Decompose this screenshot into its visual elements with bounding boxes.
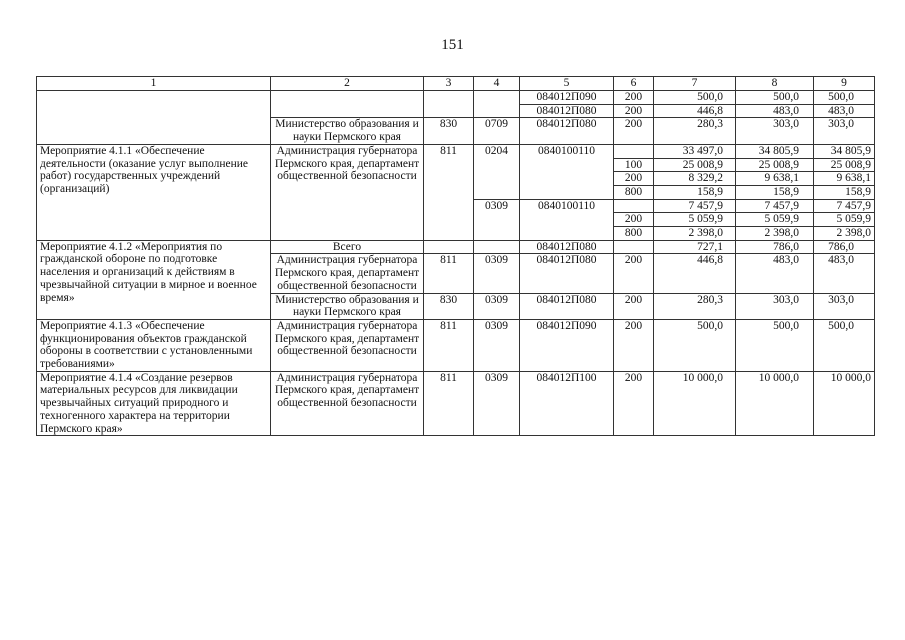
value-cell: 2 398,0 — [654, 227, 736, 241]
value-cell: 7 457,9 — [654, 199, 736, 213]
value-cell: 500,0 — [736, 91, 814, 105]
csr-cell: 084012П080 — [520, 118, 614, 144]
header-cell: 1 — [37, 77, 271, 91]
value-cell: 25 008,9 — [814, 158, 875, 172]
measure-cell — [37, 91, 271, 145]
value-cell: 500,0 — [814, 319, 875, 371]
value-cell: 446,8 — [654, 254, 736, 293]
grbs-cell: 811 — [424, 144, 474, 240]
value-cell: 483,0 — [814, 104, 875, 118]
value-cell: 34 805,9 — [814, 144, 875, 158]
value-cell: 500,0 — [814, 91, 875, 105]
value-cell: 7 457,9 — [814, 199, 875, 213]
value-cell: 483,0 — [736, 104, 814, 118]
org-cell — [271, 91, 424, 118]
vr-cell — [614, 240, 654, 254]
grbs-cell — [424, 240, 474, 254]
measure-name: Мероприятие 4.1.2 «Мероприятия по гражданской обороне по подготовке населения и организаций к действиям в чрезвычайной ситуации в мирное и военное время» — [37, 240, 271, 319]
value-cell: 303,0 — [736, 293, 814, 319]
vr-cell: 200 — [614, 104, 654, 118]
org-cell: Администрация губернатора Пермского края, департамент общественной безопасности — [271, 254, 424, 293]
value-cell: 2 398,0 — [736, 227, 814, 241]
value-cell: 33 497,0 — [654, 144, 736, 158]
rzpr-cell — [474, 91, 520, 118]
grbs-cell — [424, 91, 474, 118]
org-cell: Министерство образования и науки Пермского края — [271, 293, 424, 319]
header-cell: 4 — [474, 77, 520, 91]
org-cell: Министерство образования и науки Пермского края — [271, 118, 424, 144]
vr-cell — [614, 199, 654, 213]
value-cell: 303,0 — [814, 293, 875, 319]
value-cell: 10 000,0 — [736, 371, 814, 436]
value-cell: 786,0 — [814, 240, 875, 254]
rzpr-cell: 0309 — [474, 254, 520, 293]
vr-cell: 800 — [614, 227, 654, 241]
measure-name: Мероприятие 4.1.4 «Создание резервов материальных ресурсов для ликвидации чрезвычайных ситуаций природного и техногенного характера на территории Пермского края» — [37, 371, 271, 436]
header-cell: 8 — [736, 77, 814, 91]
org-cell: Администрация губернатора Пермского края, департамент общественной безопасности — [271, 371, 424, 436]
vr-cell: 200 — [614, 91, 654, 105]
measure-name: Мероприятие 4.1.3 «Обеспечение функционирования объектов гражданской обороны в соответствии с установленными требованиями» — [37, 319, 271, 371]
vr-cell: 200 — [614, 319, 654, 371]
value-cell: 9 638,1 — [736, 172, 814, 186]
header-cell: 5 — [520, 77, 614, 91]
vr-cell: 200 — [614, 371, 654, 436]
table-row — [37, 319, 875, 371]
value-cell: 10 000,0 — [814, 371, 875, 436]
value-cell: 500,0 — [654, 319, 736, 371]
value-cell: 500,0 — [736, 319, 814, 371]
header-cell: 9 — [814, 77, 875, 91]
rzpr-cell — [474, 240, 520, 254]
table-row — [37, 371, 875, 436]
measure-name: Мероприятие 4.1.1 «Обеспечение деятельности (оказание услуг выполнение работ) государственных учреждений (организаций) — [37, 144, 271, 240]
rzpr-cell: 0204 — [474, 144, 520, 199]
csr-cell: 0840100110 — [520, 199, 614, 240]
value-cell: 25 008,9 — [736, 158, 814, 172]
csr-cell: 084012П090 — [520, 319, 614, 371]
grbs-cell: 811 — [424, 319, 474, 371]
csr-cell: 084012П080 — [520, 104, 614, 118]
rzpr-cell: 0309 — [474, 319, 520, 371]
rzpr-cell: 0309 — [474, 371, 520, 436]
value-cell: 483,0 — [736, 254, 814, 293]
value-cell: 786,0 — [736, 240, 814, 254]
value-cell: 158,9 — [654, 185, 736, 199]
value-cell: 7 457,9 — [736, 199, 814, 213]
header-cell: 6 — [614, 77, 654, 91]
rzpr-cell: 0309 — [474, 293, 520, 319]
org-cell: Всего — [271, 240, 424, 254]
value-cell: 280,3 — [654, 118, 736, 144]
vr-cell: 100 — [614, 158, 654, 172]
value-cell: 5 059,9 — [814, 213, 875, 227]
csr-cell: 084012П090 — [520, 91, 614, 105]
value-cell: 9 638,1 — [814, 172, 875, 186]
rzpr-cell: 0709 — [474, 118, 520, 144]
vr-cell: 200 — [614, 172, 654, 186]
value-cell: 303,0 — [814, 118, 875, 144]
value-cell: 5 059,9 — [654, 213, 736, 227]
csr-cell: 084012П080 — [520, 293, 614, 319]
page-number: 151 — [441, 37, 464, 53]
header-row — [37, 77, 875, 91]
table-row — [37, 144, 875, 158]
value-cell: 5 059,9 — [736, 213, 814, 227]
grbs-cell: 830 — [424, 293, 474, 319]
table-row — [37, 240, 875, 254]
csr-cell: 084012П080 — [520, 240, 614, 254]
value-cell: 25 008,9 — [654, 158, 736, 172]
value-cell: 446,8 — [654, 104, 736, 118]
value-cell: 280,3 — [654, 293, 736, 319]
value-cell: 303,0 — [736, 118, 814, 144]
grbs-cell: 811 — [424, 371, 474, 436]
value-cell: 8 329,2 — [654, 172, 736, 186]
header-cell: 7 — [654, 77, 736, 91]
vr-cell: 200 — [614, 254, 654, 293]
value-cell: 10 000,0 — [654, 371, 736, 436]
csr-cell: 084012П100 — [520, 371, 614, 436]
csr-cell: 084012П080 — [520, 254, 614, 293]
table-row — [37, 91, 875, 105]
vr-cell: 200 — [614, 213, 654, 227]
grbs-cell: 830 — [424, 118, 474, 144]
value-cell: 34 805,9 — [736, 144, 814, 158]
csr-cell: 0840100110 — [520, 144, 614, 199]
budget-table — [36, 76, 875, 436]
header-cell: 3 — [424, 77, 474, 91]
org-cell: Администрация губернатора Пермского края, департамент общественной безопасности — [271, 319, 424, 371]
grbs-cell: 811 — [424, 254, 474, 293]
rzpr-cell: 0309 — [474, 199, 520, 240]
value-cell: 158,9 — [814, 185, 875, 199]
vr-cell: 200 — [614, 293, 654, 319]
org-cell: Администрация губернатора Пермского края, департамент общественной безопасности — [271, 144, 424, 240]
vr-cell — [614, 144, 654, 158]
value-cell: 158,9 — [736, 185, 814, 199]
vr-cell: 800 — [614, 185, 654, 199]
value-cell: 2 398,0 — [814, 227, 875, 241]
value-cell: 500,0 — [654, 91, 736, 105]
header-cell: 2 — [271, 77, 424, 91]
value-cell: 727,1 — [654, 240, 736, 254]
vr-cell: 200 — [614, 118, 654, 144]
value-cell: 483,0 — [814, 254, 875, 293]
